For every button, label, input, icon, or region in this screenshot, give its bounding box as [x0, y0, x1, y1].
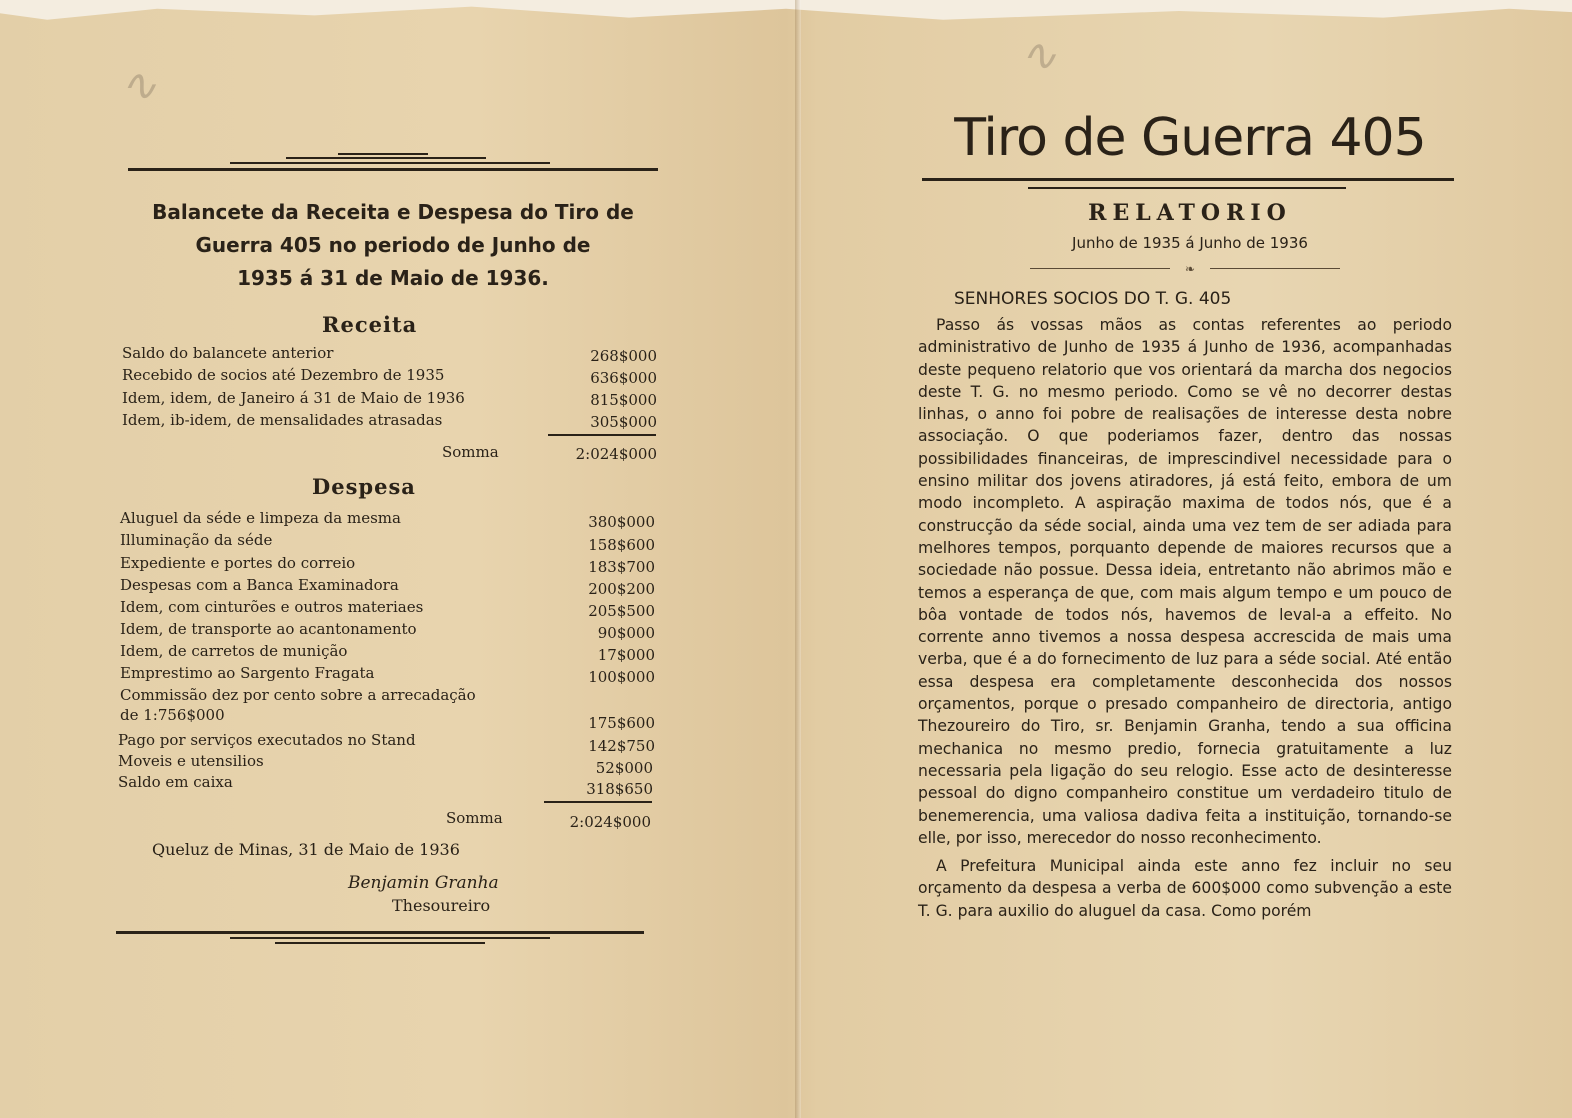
receita-total: 2:024$000	[575, 445, 657, 463]
receita-heading: Receita	[322, 312, 418, 337]
despesa-row-label: Emprestimo ao Sargento Fragata	[120, 664, 375, 682]
title-rule	[1028, 187, 1346, 189]
despesa-row-amount: 205$500	[588, 602, 655, 620]
despesa-row-label: Idem, de transporte ao acantonamento	[120, 620, 417, 638]
receita-row-label: Idem, idem, de Janeiro á 31 de Maio de 1936	[122, 389, 465, 407]
despesa-row-amount: 100$000	[588, 668, 655, 686]
despesa-row-label: Expediente e portes do correio	[120, 554, 356, 572]
despesa-row-label: Aluguel da séde e limpeza da mesma	[120, 509, 401, 527]
despesa-row-label: Illuminação da séde	[120, 531, 273, 549]
despesa-row-label: Despesas com a Banca Examinadora	[120, 576, 399, 594]
sum-rule	[544, 801, 652, 803]
sum-rule	[548, 434, 656, 436]
title-rule	[922, 178, 1454, 181]
despesa-row-label: Idem, com cinturões e outros materiaes	[120, 598, 424, 616]
despesa-row-label: Pago por serviços executados no Stand	[118, 731, 416, 749]
report-period: Junho de 1935 á Junho de 1936	[1072, 234, 1308, 252]
despesa-row-amount: 183$700	[588, 558, 655, 576]
report-body	[918, 314, 1452, 922]
receita-row-label: Saldo do balancete anterior	[122, 344, 334, 362]
balance-title: Balancete da Receita e Despesa do Tiro de Guerra 405 no periodo de Junho de 1935 á 31 de Maio de 1936.	[152, 200, 634, 290]
receita-row-amount: 636$000	[590, 369, 657, 387]
despesa-total: 2:024$000	[569, 813, 651, 831]
despesa-total-label: Somma	[446, 809, 503, 827]
despesa-row-amount: 90$000	[597, 624, 655, 642]
report-subtitle: RELATORIO	[1088, 200, 1292, 226]
signatory-role: Thesoureiro	[392, 896, 491, 915]
despesa-row-label: Commissão dez por cento sobre a arrecadação	[120, 686, 476, 704]
pencil-mark: ∿	[1020, 30, 1057, 81]
despesa-row-amount: 200$200	[588, 580, 655, 598]
receita-row-label: Idem, ib-idem, de mensalidades atrasadas	[122, 411, 443, 429]
receita-row-amount: 815$000	[590, 391, 657, 409]
despesa-row-amount: 158$600	[588, 536, 655, 554]
despesa-heading: Despesa	[312, 474, 416, 499]
place-date: Queluz de Minas, 31 de Maio de 1936	[152, 840, 460, 859]
receita-total-label: Somma	[442, 443, 499, 461]
signature: Benjamin Granha	[348, 873, 499, 893]
page-fold	[795, 0, 801, 1118]
ornament-line	[1210, 268, 1340, 269]
paragraph: A Prefeitura Municipal ainda este anno fez incluir no seu orçamento da despesa a verba de 600$000 como subvenção a este T. G. para auxilio do aluguel da casa. Como porém	[918, 857, 1452, 920]
despesa-row-amount: 142$750	[588, 737, 655, 755]
despesa-row-label: Saldo em caixa	[118, 773, 233, 791]
receita-row-label: Recebido de socios até Dezembro de 1935	[122, 366, 445, 384]
despesa-row-label: Idem, de carretos de munição	[120, 642, 348, 660]
despesa-row-amount: 175$600	[588, 714, 655, 732]
despesa-row-amount: 52$000	[595, 759, 653, 777]
paragraph: Passo ás vossas mãos as contas referentes ao periodo administrativo de Junho de 1935 á Junho de 1936, acompanhadas deste pequeno relatorio que vos orientará da marcha dos negocios deste T. G. no mesmo periodo. Como se vê no decorrer destas linhas, o anno foi pobre de realisações de interesse desta nobre associação. O que poderiamos fazer, dentro das nossas possibilidades financeiras, de imprescindivel necessidade para o ensino militar dos jovens atiradores, já está feito, embora de um modo incompleto. A aspiração maxima de todos nós, que é a construcção da séde social, ainda uma vez tem de ser adiada para melhores tempos, porquanto depende de maiores recursos que a sociedade não possue. Dessa ideia, entretanto não abrimos mão e temos a esperança de que, com mais algum tempo e um pouco de bôa vontade de todos nós, havemos de leval-a a effeito. No corrente anno tivemos a nossa despesa accrescida de mais uma verba, que é a do fornecimento de luz para a séde social. Até então essa despesa era completamente desconhecida dos nossos orçamentos, porque o presado companheiro de directoria, antigo Thezoureiro do Tiro, sr. Benjamin Granha, tendo a sua officina mechanica no mesmo predio, fornecia gratuitamente a luz necessaria pela ligação do seu relogio. Esse acto de desinteresse pessoal do digno companheiro constitue um verdadeiro titulo de benemerencia, uma valiosa dadiva feita a instituição, tornando-se elle, por isso, merecedor do nosso reconhecimento.	[918, 316, 1452, 847]
despesa-row-amount: 318$650	[586, 780, 653, 798]
receita-row-amount: 268$000	[590, 347, 657, 365]
report-title: Tiro de Guerra 405	[954, 108, 1426, 168]
ornament-icon: ❧	[1184, 262, 1196, 276]
despesa-row-label: Moveis e utensilios	[118, 752, 264, 770]
despesa-row-label: de 1:756$000	[120, 706, 225, 724]
despesa-row-amount: 380$000	[588, 513, 655, 531]
despesa-row-amount: 17$000	[597, 646, 655, 664]
receita-row-amount: 305$000	[590, 413, 657, 431]
pencil-mark: ∿	[120, 60, 157, 111]
salutation: SENHORES SOCIOS DO T. G. 405	[954, 289, 1232, 309]
